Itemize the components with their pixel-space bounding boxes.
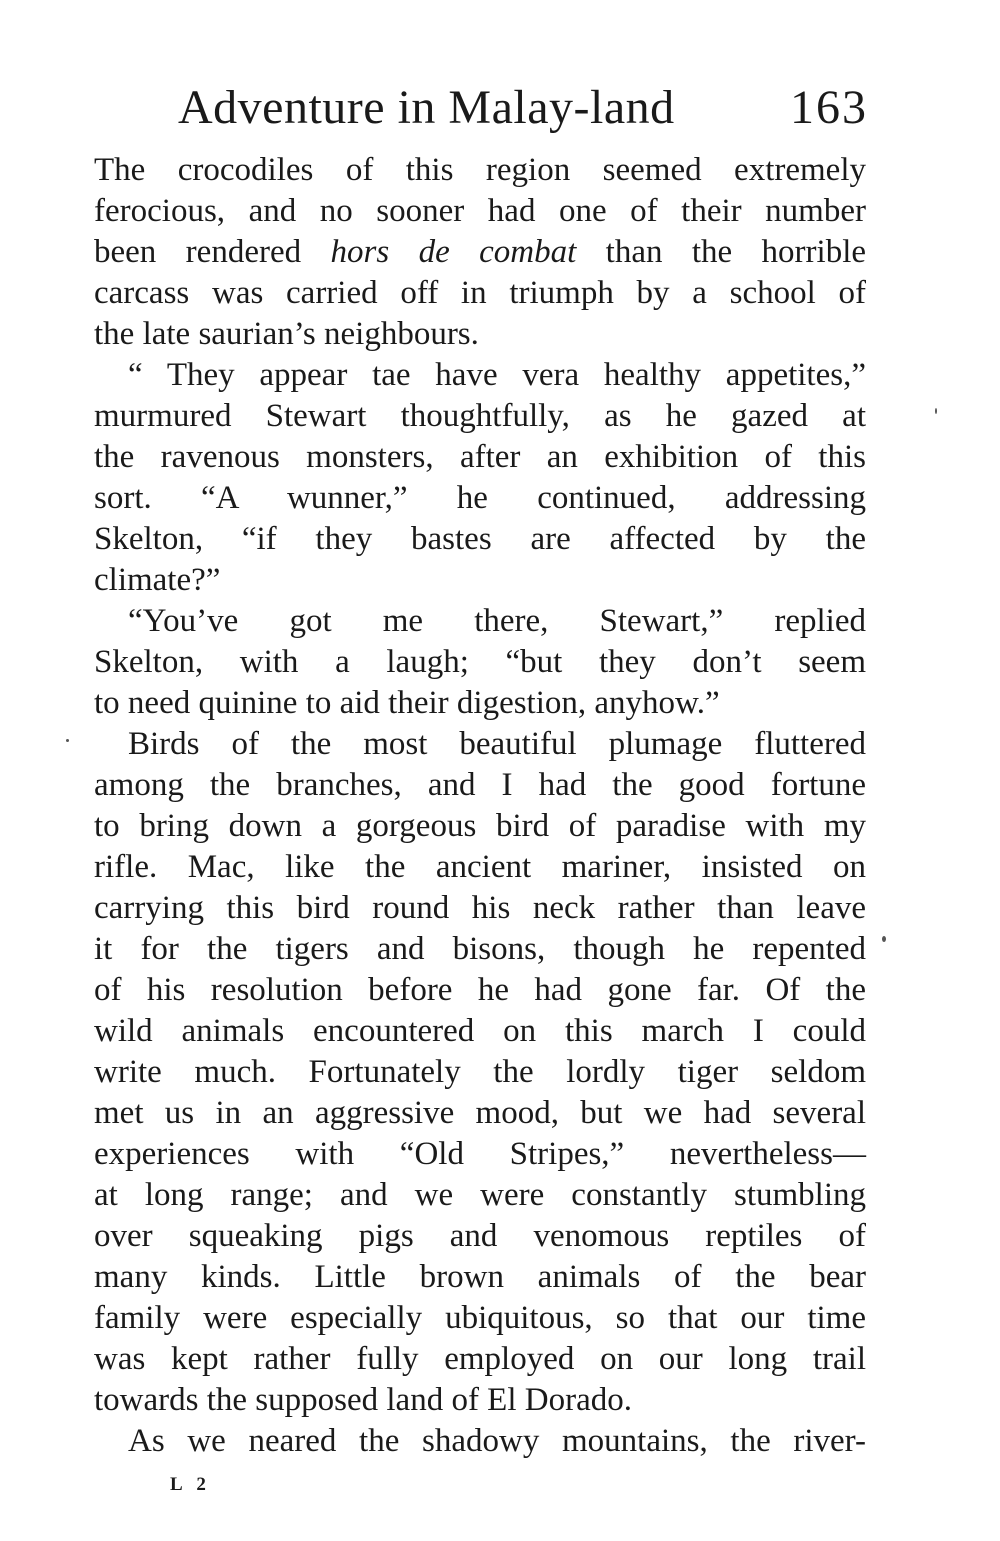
print-speck bbox=[882, 936, 886, 942]
text-line: Skelton, “if they bastes are affected by the bbox=[94, 521, 866, 557]
body-text bbox=[94, 150, 866, 1462]
text-line: rifle. Mac, like the ancient mariner, insisted on bbox=[94, 849, 866, 885]
text-line: experiences with “Old Stripes,” nevertheless— bbox=[94, 1136, 866, 1172]
text-line: ferocious, and no sooner had one of their number bbox=[94, 193, 866, 229]
text-line: of his resolution before he had gone far. Of the bbox=[94, 972, 866, 1008]
text-line: was kept rather fully employed on our long trail bbox=[94, 1341, 866, 1377]
text-line: Birds of the most beautiful plumage fluttered bbox=[128, 726, 866, 762]
running-head bbox=[178, 78, 868, 138]
text-segment: than the horrible bbox=[576, 234, 867, 270]
text-line: at long range; and we were constantly stumbling bbox=[94, 1177, 866, 1213]
text-line: it for the tigers and bisons, though he repented bbox=[94, 931, 866, 967]
text-line: many kinds. Little brown animals of the bear bbox=[94, 1259, 866, 1295]
print-speck bbox=[935, 408, 937, 414]
page-number: 163 bbox=[790, 81, 868, 134]
text-line: carrying this bird round his neck rather than leave bbox=[94, 890, 866, 926]
text-line: murmured Stewart thoughtfully, as he gazed at bbox=[94, 398, 866, 434]
text-line: Skelton, with a laugh; “but they don’t seem bbox=[94, 644, 866, 680]
text-line: carcass was carried off in triumph by a school of bbox=[94, 275, 866, 311]
text-line: to need quinine to aid their digestion, anyhow.” bbox=[94, 685, 720, 721]
text-line: As we neared the shadowy mountains, the river- bbox=[128, 1423, 866, 1459]
text-line: over squeaking pigs and venomous reptiles of bbox=[94, 1218, 866, 1254]
text-line: towards the supposed land of El Dorado. bbox=[94, 1382, 632, 1418]
text-line: “You’ve got me there, Stewart,” replied bbox=[128, 603, 866, 639]
text-line: the late saurian’s neighbours. bbox=[94, 316, 479, 352]
text-line: among the branches, and I had the good fortune bbox=[94, 767, 866, 803]
text-line: “ They appear tae have vera healthy appetites,” bbox=[128, 357, 866, 393]
italic-phrase: hors de combat bbox=[330, 234, 577, 270]
text-line: met us in an aggressive mood, but we had several bbox=[94, 1095, 866, 1131]
text-line: The crocodiles of this region seemed extremely bbox=[94, 152, 866, 188]
text-line: the ravenous monsters, after an exhibition of this bbox=[94, 439, 866, 475]
text-line: wild animals encountered on this march I could bbox=[94, 1013, 866, 1049]
text-line: climate?” bbox=[94, 562, 221, 598]
text-segment: been rendered bbox=[94, 234, 331, 270]
text-line: sort. “A wunner,” he continued, addressing bbox=[94, 480, 866, 516]
text-line: to bring down a gorgeous bird of paradise with my bbox=[94, 808, 866, 844]
text-line: write much. Fortunately the lordly tiger seldom bbox=[94, 1054, 866, 1090]
signature-mark: L 2 bbox=[170, 1474, 211, 1495]
print-speck bbox=[66, 739, 69, 742]
text-line: family were especially ubiquitous, so that our time bbox=[94, 1300, 866, 1336]
text-line bbox=[94, 232, 866, 273]
running-title: Adventure in Malay-land bbox=[178, 81, 675, 134]
